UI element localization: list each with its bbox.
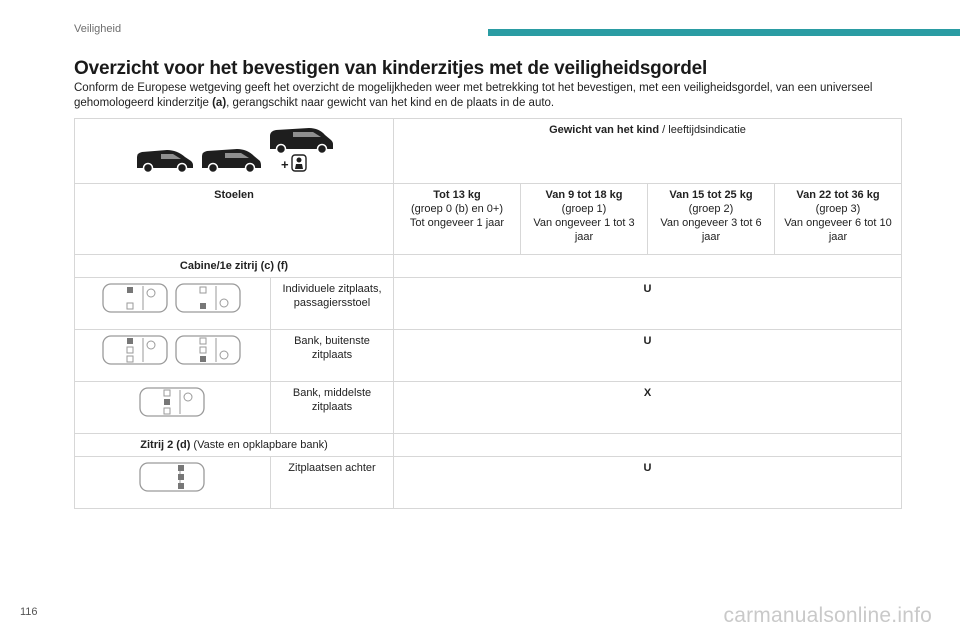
group-cell-0 <box>394 184 521 255</box>
group-number: (groep 0 (b) en 0+) <box>410 203 504 215</box>
header-accent-bar <box>488 29 960 36</box>
row-value: U <box>394 278 902 330</box>
row-value: X <box>394 382 902 434</box>
watermark: carmanualsonline.info <box>723 604 932 627</box>
seat-diagram-cell <box>75 457 271 509</box>
intro-ref: (a) <box>212 97 227 109</box>
seat-diagram-cell <box>75 330 271 382</box>
row-value: U <box>394 330 902 382</box>
group-number: (groep 3) <box>815 203 861 215</box>
group-age: Van ongeveer 3 tot 6 jaar <box>660 217 762 243</box>
section-row2-empty <box>394 434 902 457</box>
group-cell-2 <box>648 184 775 255</box>
car-topview-icon <box>174 282 244 314</box>
group-cell-1 <box>521 184 648 255</box>
group-number: (groep 1) <box>561 203 607 215</box>
child-seat-table <box>74 118 902 509</box>
seat-diagram-cell <box>75 278 271 330</box>
section-row2-rest: (Vaste en opklapbare bank) <box>190 439 328 451</box>
weight-header-cell <box>394 119 902 184</box>
section-cabine-empty <box>394 255 902 278</box>
van-medium-icon <box>199 145 263 173</box>
car-topview-icon <box>138 386 208 418</box>
row-value: U <box>394 457 902 509</box>
seat-diagram-cell <box>75 382 271 434</box>
section-row2 <box>75 434 394 457</box>
page-title: Overzicht voor het bevestigen van kinderzitjes met de veiligheidsgordel <box>74 58 708 79</box>
vehicle-icons-cell <box>75 119 394 184</box>
row-label: Zitplaatsen achter <box>271 457 394 509</box>
group-number: (groep 2) <box>688 203 734 215</box>
group-cell-3 <box>775 184 902 255</box>
group-weight: Tot 13 kg <box>433 189 481 201</box>
group-weight: Van 22 tot 36 kg <box>796 189 880 201</box>
van-long-child-seat-icon <box>267 125 335 173</box>
group-age: Van ongeveer 1 tot 3 jaar <box>533 217 635 243</box>
section-row2-bold: Zitrij 2 (d) <box>140 439 191 451</box>
intro-paragraph <box>74 81 902 111</box>
intro-text-2: , gerangschikt naar gewicht van het kind en de plaats in de auto. <box>226 97 555 109</box>
car-topview-icon <box>138 461 208 493</box>
seats-label: Stoelen <box>75 184 394 255</box>
row-label: Bank, buitenste zitplaats <box>271 330 394 382</box>
car-topview-icon <box>174 334 244 366</box>
svg-text:+: + <box>281 157 289 172</box>
group-age: Tot ongeveer 1 jaar <box>409 217 505 229</box>
weight-header-bold: Gewicht van het kind <box>549 124 660 136</box>
van-short-icon <box>133 145 195 173</box>
group-weight: Van 15 tot 25 kg <box>669 189 753 201</box>
section-title: Veiligheid <box>74 23 122 35</box>
row-label: Bank, middelste zitplaats <box>271 382 394 434</box>
section-cabine: Cabine/1e zitrij (c) (f) <box>75 255 394 278</box>
group-weight: Van 9 tot 18 kg <box>545 189 623 201</box>
car-topview-icon <box>101 334 171 366</box>
page-number: 116 <box>20 606 38 618</box>
row-label: Individuele zitplaats, passagiersstoel <box>271 278 394 330</box>
intro-text-1: Conform de Europese wetgeving geeft het overzicht de mogelijkheden weer met betrekking tot het bevestigen, met een veiligheidsgordel, van een universeel gehomologeerd kinderzitje <box>74 82 873 109</box>
weight-header-rest: / leeftijdsindicatie <box>659 124 746 136</box>
car-topview-icon <box>101 282 171 314</box>
group-age: Van ongeveer 6 tot 10 jaar <box>784 217 892 243</box>
